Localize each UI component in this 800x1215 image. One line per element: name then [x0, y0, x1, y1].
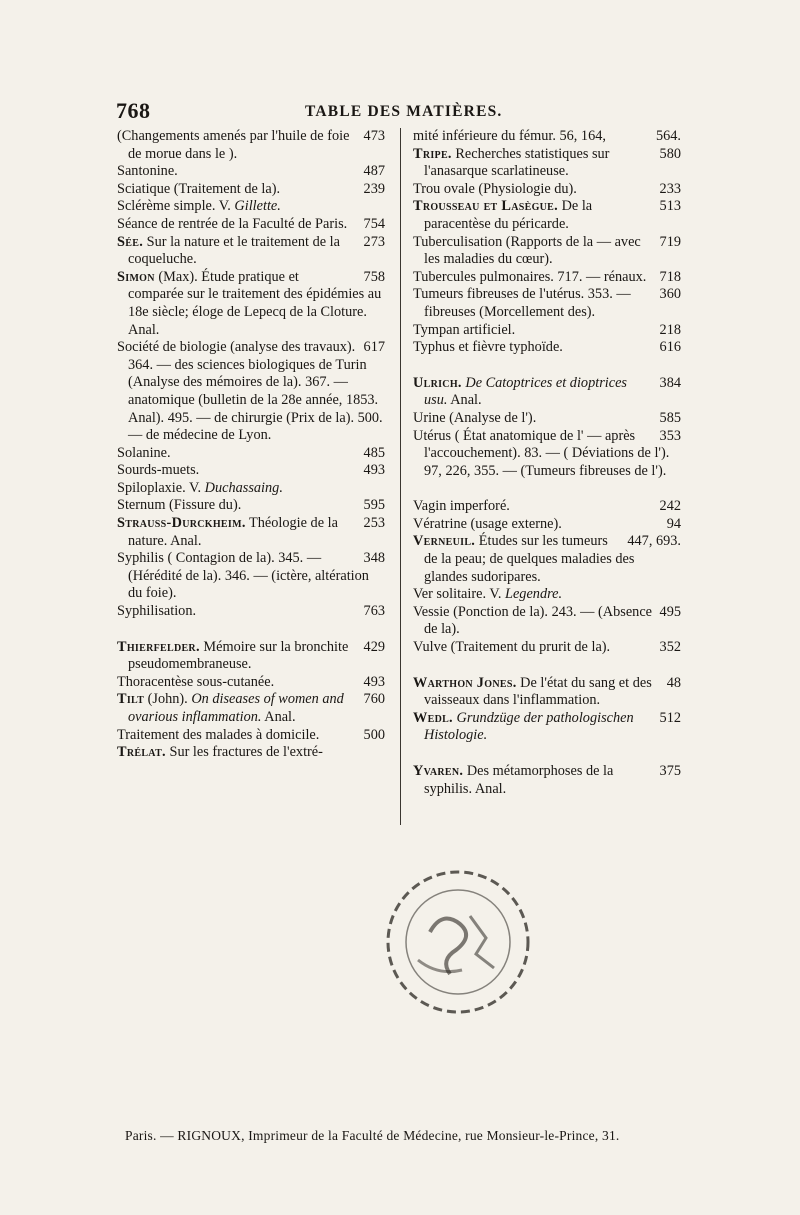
entry-page-ref: 242 — [659, 498, 681, 515]
index-entry — [117, 550, 385, 603]
index-entry — [413, 763, 681, 798]
index-entry — [117, 234, 385, 269]
entry-text: Anal. — [447, 392, 482, 409]
entry-title: Grundzüge der pathologischen Histologie. — [424, 709, 634, 744]
entry-author: Simon — [117, 268, 155, 285]
entry-text: Sciatique (Traitement de la). — [117, 180, 281, 197]
index-entry — [413, 533, 681, 586]
entry-text: De l'état du sang et des vaisseaux dans l'inflammation. — [424, 674, 652, 709]
index-entry — [413, 234, 681, 269]
index-entry — [413, 428, 681, 481]
entry-text: Sur les fractures de l'extré- — [165, 744, 323, 761]
index-entry — [413, 710, 681, 745]
entry-text: Théologie de la nature. Anal. — [128, 515, 338, 549]
entry-text: (Max). Étude pratique et comparée sur le traitement des épidémies au 18e siècle; éloge de Lepecq de la Cloture. Anal. — [128, 268, 382, 338]
entry-text: Utérus ( État anatomique de l' — après l'accouchement). 83. — ( Déviations de l'). 97, 226, 355. — (Tumeurs fibreuses de l'). — [413, 427, 670, 479]
entry-page-ref: 754 — [363, 215, 385, 232]
index-entry — [117, 128, 385, 163]
index-entry — [413, 198, 681, 233]
entry-page-ref: 239 — [363, 180, 385, 197]
index-entry — [413, 375, 681, 410]
running-head: TABLE DES MATIÈRES. — [305, 103, 503, 120]
index-column-right — [413, 128, 681, 798]
entry-page-ref: 580 — [659, 145, 681, 162]
index-entry — [413, 181, 681, 199]
library-stamp — [378, 862, 538, 1022]
entry-text: Recherches statistiques sur l'anasarque scarlatineuse. — [424, 145, 610, 180]
entry-text: Sternum (Fissure du). — [117, 497, 242, 514]
index-entry — [413, 410, 681, 428]
index-entry — [117, 462, 385, 480]
entry-text: Études sur les tumeurs de la peau; de quelques maladies des glandes sudoripares. — [424, 533, 635, 585]
entry-author: Strauss-Durckheim. — [117, 515, 246, 532]
entry-text: Tuberculisation (Rapports de la — avec les maladies du cœur). — [413, 233, 641, 268]
entry-page-ref: 585 — [659, 409, 681, 426]
entry-text: Vessie (Ponction de la). 243. — (Absence de la). — [413, 603, 653, 638]
entry-text: Société de biologie (analyse des travaux). 364. — des sciences biologiques de Turin (Analyse des mémoires de la). 367. — anatomique (bulletin de la 28e année, 1853. Anal). 495. — de chirurgie (Prix de la). 500. — de médecine de Lyon. — [117, 339, 383, 444]
entry-title: Gillette. — [234, 198, 281, 215]
page-number: 768 — [116, 98, 151, 123]
entry-page-ref: 473 — [363, 128, 385, 144]
entry-text: Tympan artificiel. — [413, 321, 516, 338]
entry-page-ref: 500 — [363, 726, 385, 743]
entry-text: Anal. — [261, 709, 296, 725]
index-entry — [117, 480, 385, 498]
entry-text: Urine (Analyse de l'). — [413, 409, 537, 426]
index-entry — [413, 604, 681, 639]
entry-text: Des métamorphoses de la syphilis. Anal. — [424, 763, 614, 797]
entry-text: Sur la nature et le traitement de la coqueluche. — [128, 233, 340, 268]
entry-text: Vératrine (usage externe). — [413, 515, 562, 532]
entry-page-ref: 595 — [363, 497, 385, 514]
index-entry — [117, 674, 385, 692]
entry-text: Typhus et fièvre typhoïde. — [413, 339, 563, 356]
index-column-left — [117, 128, 385, 762]
index-entry — [413, 498, 681, 516]
entry-page-ref: 718 — [659, 268, 681, 285]
index-entry — [117, 639, 385, 674]
entry-text: Sclérème simple. V. — [117, 198, 235, 215]
entry-page-ref: 375 — [659, 763, 681, 779]
entry-author: Verneuil. — [413, 533, 476, 550]
entry-page-ref: 512 — [659, 709, 681, 726]
entry-page-ref: 485 — [363, 444, 385, 461]
printer-imprint: Paris. — RIGNOUX, Imprimeur de la Faculté de Médecine, rue Monsieur-le-Prince, 31. — [125, 1128, 620, 1143]
index-entry — [413, 269, 681, 287]
entry-page-ref: 233 — [659, 180, 681, 197]
entry-page-ref: 616 — [659, 339, 681, 356]
index-entry — [413, 586, 681, 604]
entry-text: Vulve (Traitement du prurit de la). — [413, 639, 611, 656]
entry-text: (Changements amenés par l'huile de foie de morue dans le ). — [117, 128, 350, 162]
entry-title: Duchassaing. — [204, 479, 283, 496]
index-entry — [117, 603, 385, 621]
index-entry — [413, 286, 681, 321]
index-entry — [117, 691, 385, 726]
entry-page-ref: 94 — [666, 515, 681, 532]
entry-page-ref: 495 — [659, 603, 681, 620]
entry-page-ref: 352 — [659, 639, 681, 656]
entry-text: Spiloplaxie. V. — [117, 479, 205, 496]
entry-page-ref: 429 — [363, 638, 385, 655]
entry-author: Warthon Jones. — [413, 674, 517, 691]
entry-text: De la paracentèse du péricarde. — [424, 198, 593, 232]
entry-page-ref: 719 — [659, 233, 681, 250]
entry-text: (John). — [144, 691, 192, 708]
entry-page-ref: 487 — [363, 163, 385, 180]
entry-text: Vagin imperforé. — [413, 498, 510, 515]
entry-page-ref: 253 — [363, 515, 385, 532]
entry-page-ref: 617 — [363, 339, 385, 356]
entry-text: Thoracentèse sous-cutanée. — [117, 673, 275, 690]
index-entry — [413, 146, 681, 181]
index-entry — [413, 639, 681, 657]
index-entry — [413, 516, 681, 534]
entry-page-ref: 493 — [363, 673, 385, 690]
entry-author: Ulrich. — [413, 374, 462, 391]
index-entry — [117, 339, 385, 445]
entry-text: Traitement des malades à domicile. — [117, 726, 320, 743]
entry-author: Trélat. — [117, 744, 166, 761]
entry-author: Tilt — [117, 691, 145, 708]
index-entry — [117, 744, 385, 762]
entry-page-ref: 447, 693. — [627, 533, 681, 550]
entry-page-ref: 218 — [659, 321, 681, 338]
entry-text: Solanine. — [117, 444, 171, 461]
entry-page-ref: 348 — [363, 550, 385, 567]
entry-text: Trou ovale (Physiologie du). — [413, 180, 577, 197]
entry-text: Santonine. — [117, 163, 178, 180]
index-entry — [117, 216, 385, 234]
entry-author: Wedl. — [413, 709, 453, 726]
index-entry — [413, 128, 681, 146]
entry-text: Sourds-muets. — [117, 462, 200, 479]
index-entry — [117, 727, 385, 745]
entry-page-ref: 763 — [363, 603, 385, 620]
index-entry — [413, 675, 681, 710]
entry-text: Mémoire sur la bronchite pseudomembraneuse. — [128, 638, 349, 673]
entry-author: Trousseau et Lasègue. — [413, 198, 559, 215]
entry-text: Séance de rentrée de la Faculté de Paris. — [117, 215, 348, 232]
index-entry — [117, 163, 385, 181]
index-entry — [117, 497, 385, 515]
entry-page-ref: 273 — [363, 233, 385, 250]
entry-page-ref: 48 — [666, 674, 681, 691]
index-entry — [117, 515, 385, 550]
entry-author: Tripe. — [413, 145, 452, 162]
index-entry — [117, 445, 385, 463]
entry-text: Tumeurs fibreuses de l'utérus. 353. — fibreuses (Morcellement des). — [413, 286, 631, 320]
entry-page-ref: 360 — [659, 286, 681, 303]
index-entry — [117, 198, 385, 216]
entry-text: Ver solitaire. V. — [413, 586, 505, 603]
entry-author: Yvaren. — [413, 763, 464, 779]
entry-page-ref: 353 — [659, 427, 681, 444]
entry-page-ref: 493 — [363, 462, 385, 479]
entry-title: Legendre. — [505, 586, 563, 603]
entry-text: Tubercules pulmonaires. 717. — rénaux. — [413, 268, 647, 285]
index-entry — [117, 181, 385, 199]
entry-text: mité inférieure du fémur. 56, 164, — [413, 128, 606, 144]
entry-author: Thierfelder. — [117, 638, 200, 655]
index-entry — [117, 269, 385, 339]
index-entry — [413, 339, 681, 357]
entry-page-ref: 384 — [659, 374, 681, 391]
entry-title: On diseases of women and ovarious inflammation. — [128, 691, 344, 725]
entry-title: De Catoptrices et dioptrices usu. — [424, 374, 627, 409]
entry-page-ref: 564. — [655, 128, 681, 144]
entry-text: Syphilis ( Contagion de la). 345. — (Hérédité de la). 346. — (ictère, altération du foie). — [117, 550, 369, 602]
entry-text: Syphilisation. — [117, 603, 197, 620]
entry-page-ref: 758 — [363, 268, 385, 285]
entry-author: Sée. — [117, 233, 144, 250]
entry-page-ref: 760 — [363, 691, 385, 708]
entry-page-ref: 513 — [659, 198, 681, 215]
column-divider — [400, 128, 401, 825]
index-entry — [413, 322, 681, 340]
